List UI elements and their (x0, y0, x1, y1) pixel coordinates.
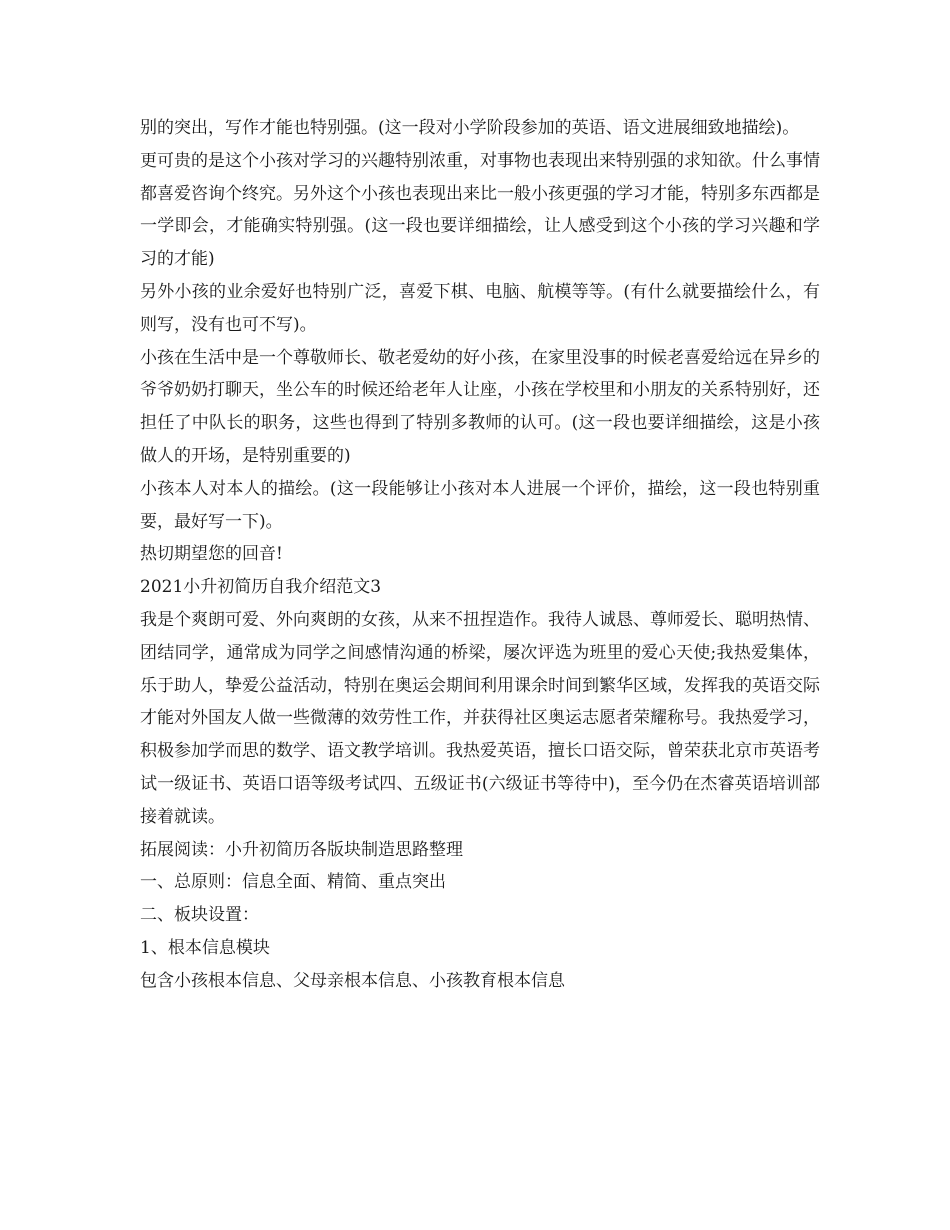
paragraph: 包含小孩根本信息、父母亲根本信息、小孩教育根本信息 (140, 970, 565, 991)
paragraph: 我是个爽朗可爱、外向爽朗的女孩，从来不扭捏造作。我待人诚恳、尊师爱长、聪明热情、团结同学，通常成为同学之间感情沟通的桥梁，屡次评选为班里的爱心天使;我热爱集体，乐于助人，挚爱公益活动，特别在奥运会期间利用课余时间到繁华区域，发挥我的英语交际才能对外国友人做一些微薄的效劳性工作，并获得社区奥运志愿者荣耀称号。我热爱学习，积极参加学而思的数学、语文教学培训。我热爱英语，擅长口语交际，曾荣获北京市英语考试一级证书、英语口语等级考试四、五级证书(六级证书等待中)，至今仍在杰睿英语培训部接着就读。 (140, 609, 820, 827)
paragraph: 小孩本人对本人的描绘。(这一段能够让小孩对本人进展一个评价，描绘，这一段也特别重要，最好写一下)。 (140, 478, 820, 532)
section-heading: 2021小升初简历自我介绍范文3 (140, 577, 382, 598)
paragraph: 别的突出，写作才能也特别强。(这一段对小学阶段参加的英语、语文进展细致地描绘)。 (140, 118, 800, 138)
paragraph: 更可贵的是这个小孩对学习的兴趣特别浓重，对事物也表现出来特别强的求知欲。什么事情都喜爱咨询个终究。另外这个小孩也表现出来比一般小孩更强的学习才能，特别多东西都是一学即会，才能确实特别强。(这一段也要详细描绘，让人感受到这个小孩的学习兴趣和学习的才能) (140, 150, 820, 270)
list-item: 一、总原则：信息全面、精简、重点突出 (140, 872, 446, 893)
paragraph: 另外小孩的业余爱好也特别广泛，喜爱下棋、电脑、航模等等。(有什么就要描绘什么，有则写，没有也可不写)。 (140, 281, 820, 335)
list-item: 1、根本信息模块 (140, 937, 270, 958)
section-heading: 拓展阅读：小升初简历各版块制造思路整理 (140, 839, 463, 860)
list-item: 二、板块设置： (140, 905, 259, 926)
paragraph: 热切期望您的回音! (140, 544, 283, 565)
document-body (140, 112, 820, 998)
paragraph: 小孩在生活中是一个尊敬师长、敬老爱幼的好小孩，在家里没事的时候老喜爱给远在异乡的爷爷奶奶打聊天，坐公车的时候还给老年人让座，小孩在学校里和小朋友的关系特别好，还担任了中队长的职务，这些也得到了特别多教师的认可。(这一段也要详细描绘，这是小孩做人的开场，是特别重要的) (140, 347, 820, 466)
